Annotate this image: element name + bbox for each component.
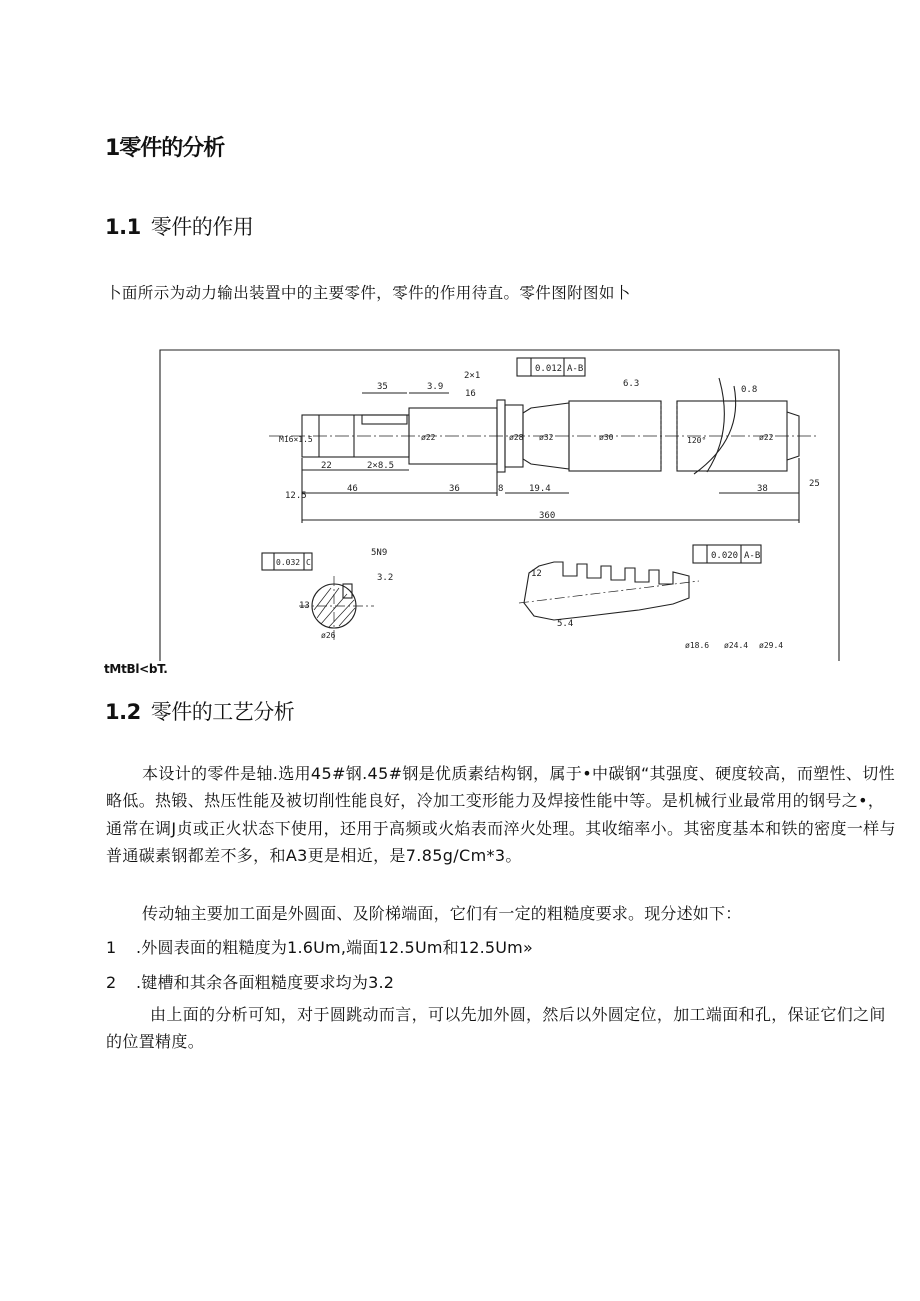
dia-29-4: ø29.4 <box>759 641 784 650</box>
dia-thread: M16×1.5 <box>279 435 313 444</box>
dim-46: 46 <box>347 484 358 494</box>
dim-3-9: 3.9 <box>427 382 444 392</box>
list-item <box>106 970 394 993</box>
tolerance-3-ref: C <box>306 558 311 567</box>
part-drawing <box>159 348 840 661</box>
angle-120: 120° <box>687 436 707 445</box>
section-title: 零件的作用 <box>150 215 254 239</box>
dim-360: 360 <box>539 511 556 521</box>
dia-30: ø30 <box>599 433 614 442</box>
section-heading-1-2 <box>105 696 294 726</box>
dia-26: ø26 <box>321 631 336 640</box>
dim-35: 35 <box>377 382 388 392</box>
dim-22: 22 <box>321 461 332 471</box>
paragraph-conclusion: 由上面的分析可知，对于圆跳动而言，可以先加外圆，然后以外圆定位，加工端面和孔，保证它们之间的位置精度。 <box>106 1005 886 1052</box>
dia-32: ø32 <box>539 433 554 442</box>
section-number: 1.2 <box>105 700 141 724</box>
dia-28: ø28 <box>509 433 524 442</box>
roughness-6-3: 6.3 <box>623 379 640 389</box>
dim-2x1: 2×1 <box>464 371 481 381</box>
dim-2x8-5: 2×8.5 <box>367 461 395 471</box>
dia-22b: ø22 <box>759 433 774 442</box>
roughness-3-2: 3.2 <box>377 573 394 583</box>
section-heading-1-1 <box>105 211 253 241</box>
list-item <box>106 935 533 958</box>
dia-22: ø22 <box>421 433 436 442</box>
tolerance-1-ref: A-B <box>567 364 584 374</box>
section-number: 1.1 <box>105 215 141 239</box>
list-text: .外圆表面的粗糙度为1.6Um,端面12.5Um和12.5Um» <box>136 938 533 957</box>
list-text: .键槽和其余各面粗糙度要求均为3.2 <box>136 973 395 992</box>
tolerance-3-value: 0.032 <box>276 558 301 567</box>
paragraph-surfaces: 传动轴主要加工面是外圆面、及阶梯端面，它们有一定的粗糙度要求。现分述如下： <box>142 904 742 923</box>
dia-18-6: ø18.6 <box>685 641 710 650</box>
dim-36: 36 <box>449 484 460 494</box>
dim-13: 13 <box>299 601 310 611</box>
roughness-25: 25 <box>809 479 820 489</box>
figure-caption: tMtBl<bT. <box>104 662 168 676</box>
dia-24-4: ø24.4 <box>724 641 749 650</box>
tolerance-1-value: 0.012 <box>535 364 563 374</box>
dim-8: 8 <box>498 484 504 494</box>
paragraph-material: 本设计的零件是轴.选用45#钢.45#钢是优质素结构钢，属于•中碳钢“其强度、硬度较高，而塑性、切性略低。热锻、热压性能及被切削性能良好，冷加工变形能力及焊接性能中等。是机械行业最常用的钢号之•，通常在调J贞或正火状态下使用，还用于高频或火焰表而淬火处理。其收缩率小。其密度基本和铁的密度一样与普通碳素钢都差不多，和A3更是相近，是7.85g/Cm*3。 <box>106 764 896 866</box>
roughness-12: 12 <box>531 569 542 579</box>
section-title: 零件的工艺分析 <box>150 700 295 724</box>
section-heading-1: 1零件的分析 <box>105 136 225 161</box>
tolerance-2-ref: A-B <box>744 551 761 561</box>
roughness-12-5: 12.5 <box>285 491 307 501</box>
tolerance-2-value: 0.020 <box>711 551 739 561</box>
dim-19-4: 19.4 <box>529 484 551 494</box>
dim-5-4: 5.4 <box>557 619 574 629</box>
roughness-16: 16 <box>465 389 476 399</box>
roughness-0-8: 0.8 <box>741 385 758 395</box>
intro-paragraph: 卜面所示为动力输出装置中的主要零件，零件的作用待直。零件图附图如卜 <box>106 284 631 302</box>
keyway-spec: 5N9 <box>371 548 388 558</box>
list-index: 2 <box>106 973 117 992</box>
list-index: 1 <box>106 938 117 957</box>
dim-38: 38 <box>757 484 768 494</box>
